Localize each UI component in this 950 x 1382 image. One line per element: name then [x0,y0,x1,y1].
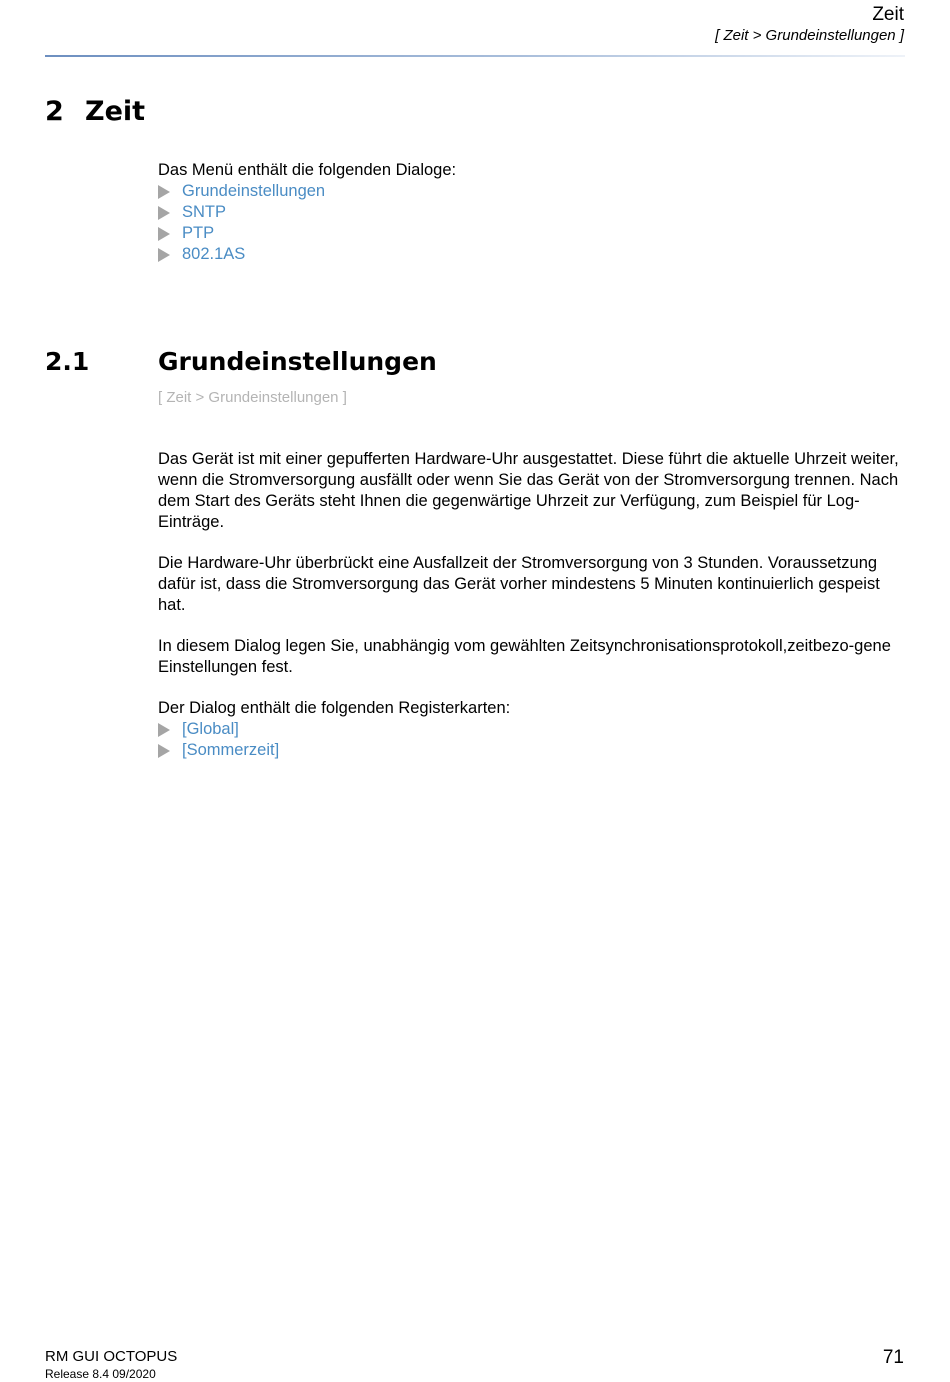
link-sntp[interactable]: SNTP [182,203,227,221]
section-title: Grundeinstellungen [158,347,437,376]
section-tabs-list [158,698,906,761]
section-breadcrumb: [ Zeit > Grundeinstellungen ] [158,389,347,406]
page-number: 71 [882,1347,904,1368]
header-divider [45,55,905,57]
paragraph: Die Hardware-Uhr überbrückt eine Ausfallzeit der Stromversorgung von 3 Stunden. Voraussetzung dafür ist, dass die Stromversorgung das Gerät vorher mindestens 5 Minuten kontinuierlich gespeist hat. [158,554,880,614]
triangle-bullet-icon [158,744,170,758]
link-global[interactable]: [Global] [182,720,239,738]
chapter-title: Zeit [85,96,146,127]
paragraph: Das Gerät ist mit einer gepufferten Hardware-Uhr ausgestattet. Diese führt die aktuelle Uhrzeit weiter, wenn die Stromversorgung ausfällt oder wenn Sie das Gerät von der Stromversorgung trennen. Nach dem Start des Geräts steht Ihnen die gegenwärtige Uhrzeit zur Verfügung, zum Beispiel für Log-Einträge. [158,450,899,531]
triangle-bullet-icon [158,185,170,199]
tabs-intro: Der Dialog enthält die folgenden Registerkarten: [158,699,511,717]
triangle-bullet-icon [158,723,170,737]
chapter-intro: Das Menü enthält die folgenden Dialoge: [158,161,457,179]
triangle-bullet-icon [158,227,170,241]
list-item [158,202,906,223]
footer-release: Release 8.4 09/2020 [45,1367,156,1381]
list-item [158,223,906,244]
triangle-bullet-icon [158,206,170,220]
link-sommerzeit[interactable]: [Sommerzeit] [182,741,280,759]
link-grundeinstellungen[interactable]: Grundeinstellungen [182,182,326,200]
list-item [158,740,906,761]
chapter-number: 2 [45,96,64,127]
footer-doc-info [45,1348,177,1382]
section-paragraph-3 [158,636,906,678]
list-item [158,244,906,265]
section-number: 2.1 [45,347,90,376]
chapter-heading [45,96,145,127]
header-title: Zeit [872,4,904,25]
section-paragraph-1 [158,449,906,533]
section-paragraph-2 [158,553,906,616]
triangle-bullet-icon [158,248,170,262]
section-heading [45,347,437,376]
link-ptp[interactable]: PTP [182,224,215,242]
footer-doc-name: RM GUI OCTOPUS [45,1348,178,1365]
link-802-1as[interactable]: 802.1AS [182,245,246,263]
header-breadcrumb: [ Zeit > Grundeinstellungen ] [715,27,904,44]
paragraph: In diesem Dialog legen Sie, unabhängig vom gewählten Zeitsynchronisationsprotokoll,zeitbezo-gene Einstellungen fest. [158,637,891,676]
chapter-dialog-list [158,160,906,265]
list-item [158,719,906,740]
list-item [158,181,906,202]
